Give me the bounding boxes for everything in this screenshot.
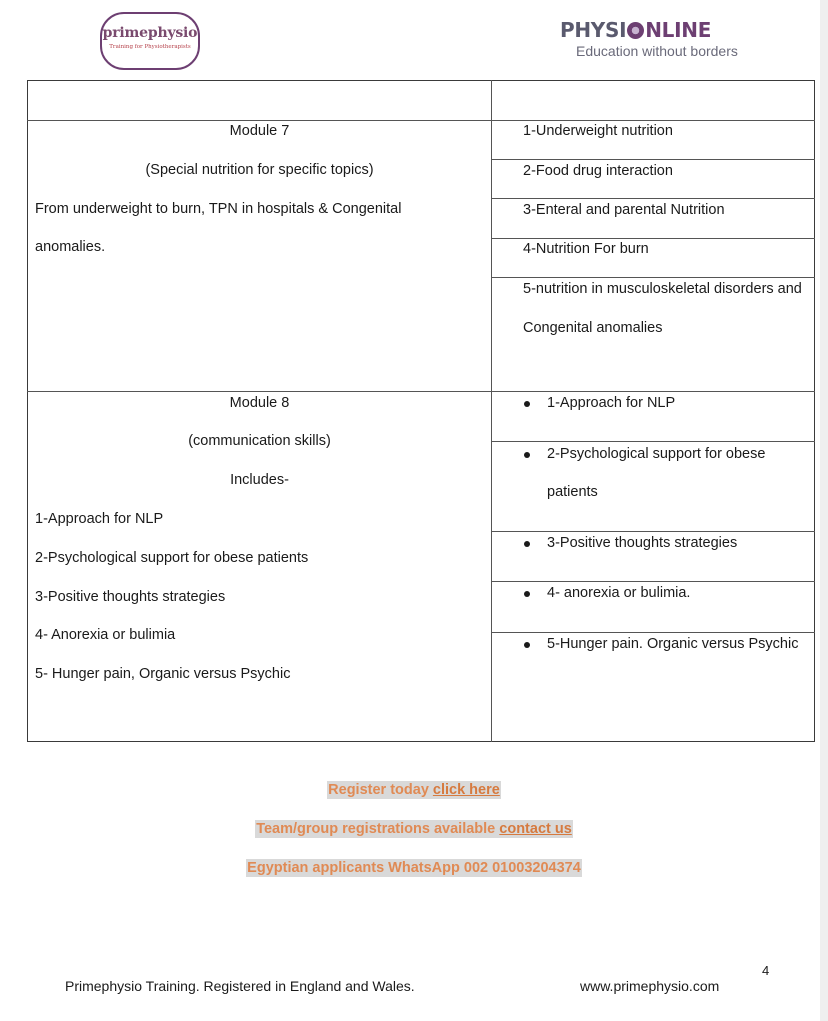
physionline-logo (560, 18, 760, 59)
click-here-link[interactable]: click here (432, 782, 500, 798)
team-registration-text: Team/group registrations available (256, 821, 500, 837)
cell-divider (491, 531, 815, 532)
cell-divider (491, 277, 815, 278)
physionline-logo-tagline: Education without borders (576, 43, 738, 59)
module7-item-cont: Congenital anomalies (523, 320, 663, 336)
module8-bullet-item: 5-Hunger pain. Organic versus Psychic (547, 636, 799, 652)
module8-list-item: 3-Positive thoughts strategies (35, 589, 226, 605)
primephysio-logo (100, 12, 200, 70)
footer-website: www.primephysio.com (580, 978, 720, 994)
module8-list-item: 5- Hunger pain, Organic versus Psychic (35, 666, 291, 682)
module8-includes: Includes- (230, 472, 289, 488)
physionline-logo-name (560, 18, 760, 42)
globe-icon (627, 22, 644, 39)
cell-divider (491, 632, 815, 633)
register-highlight (327, 781, 501, 799)
cell-divider (491, 441, 815, 442)
whatsapp-text: Egyptian applicants WhatsApp 002 01003204374 (247, 860, 581, 876)
primephysio-logo-tagline: Training for Physiotherapists (109, 44, 191, 50)
module7-item: 1-Underweight nutrition (523, 123, 673, 139)
module8-title: Module 8 (229, 395, 290, 411)
cell-divider (491, 198, 815, 199)
contact-us-link[interactable]: contact us (499, 821, 572, 837)
module8-list-item: 4- Anorexia or bulimia (35, 627, 176, 643)
module8-subtitle: (communication skills) (188, 433, 331, 449)
bullet-icon (524, 591, 530, 597)
bullet-icon (524, 541, 530, 547)
module7-item: 3-Enteral and parental Nutrition (523, 202, 725, 218)
module8-bullet-item: 3-Positive thoughts strategies (547, 535, 738, 551)
module7-description-cont: anomalies. (35, 239, 106, 255)
module7-item: 5-nutrition in musculoskeletal disorders and (523, 281, 802, 297)
bullet-icon (524, 452, 530, 458)
module7-title: Module 7 (229, 123, 290, 139)
register-text: Register today (328, 782, 433, 798)
module8-bullet-item: 2-Psychological support for obese (547, 446, 766, 462)
module7-subtitle: (Special nutrition for specific topics) (145, 162, 374, 178)
table-row-divider (27, 120, 815, 121)
module8-bullet-item-cont: patients (547, 484, 598, 500)
bullet-icon (524, 642, 530, 648)
module8-list-item: 2-Psychological support for obese patients (35, 550, 309, 566)
whatsapp-line (0, 860, 828, 876)
bullet-icon (524, 401, 530, 407)
footer-company: Primephysio Training. Registered in England and Wales. (65, 978, 415, 994)
physionline-name-part-b: NLINE (645, 18, 712, 42)
module8-bullet-item: 1-Approach for NLP (547, 395, 676, 411)
register-line (0, 782, 828, 798)
page-number: 4 (762, 963, 770, 978)
team-registration-line (0, 821, 828, 837)
cell-divider (491, 581, 815, 582)
cell-divider (491, 159, 815, 160)
table-column-divider (491, 80, 492, 742)
team-registration-highlight (255, 820, 573, 838)
module7-item: 2-Food drug interaction (523, 163, 673, 179)
module8-list-item: 1-Approach for NLP (35, 511, 164, 527)
physionline-name-part-a: PHYSI (560, 18, 627, 42)
primephysio-logo-name: primephysio (102, 25, 198, 41)
module7-item: 4-Nutrition For burn (523, 241, 649, 257)
cell-divider (491, 238, 815, 239)
module8-bullet-item: 4- anorexia or bulimia. (547, 585, 691, 601)
module7-description: From underweight to burn, TPN in hospitals & Congenital (35, 201, 402, 217)
table-row-divider (27, 391, 815, 392)
